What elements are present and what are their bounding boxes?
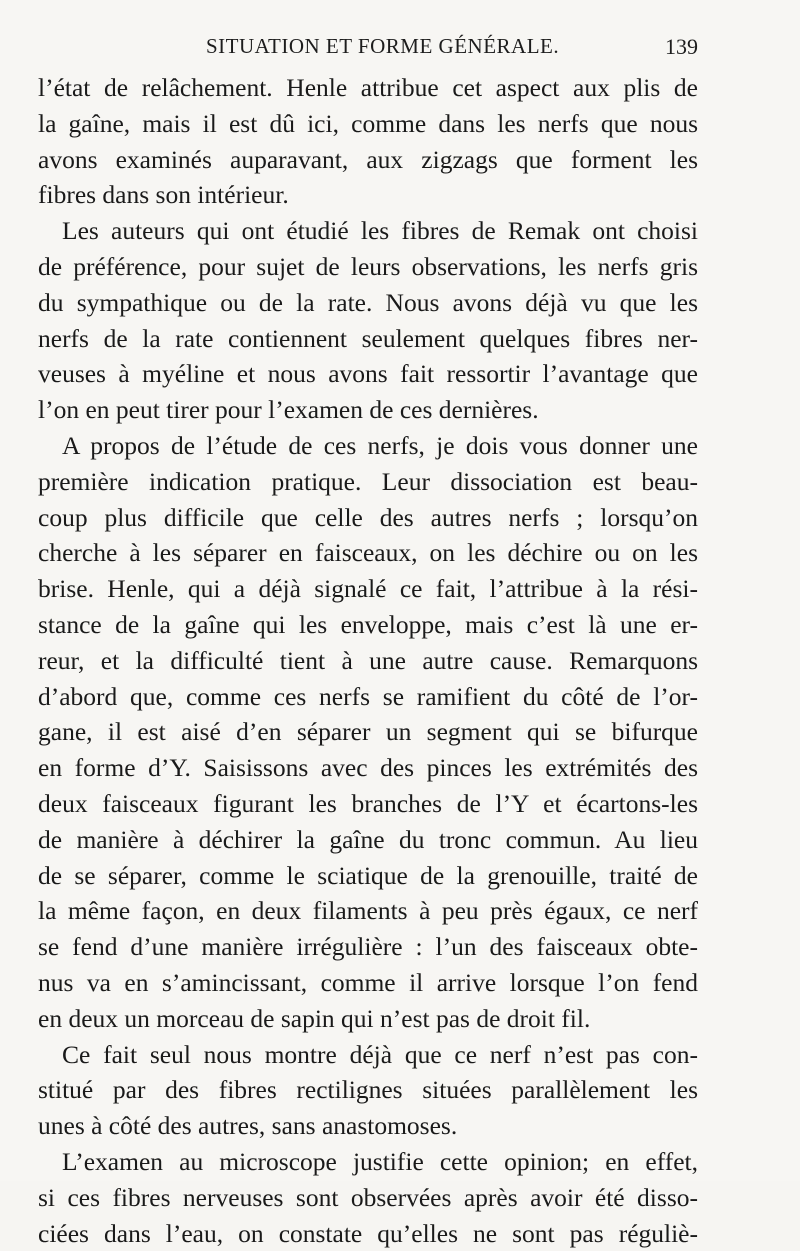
text-line: veuses à myéline et nous avons fait ressortir l’avantage que	[38, 356, 698, 392]
text-line: nus va en s’amincissant, comme il arrive lorsque l’on fend	[38, 965, 698, 1001]
text-line: de se séparer, comme le sciatique de la grenouille, traité de	[38, 858, 698, 894]
text-line: nerfs de la rate contiennent seulement quelques fibres ner-	[38, 321, 698, 357]
text-line: en deux un morceau de sapin qui n’est pas de droit fil.	[38, 1001, 698, 1037]
text-line: de manière à déchirer la gaîne du tronc commun. Au lieu	[38, 822, 698, 858]
text-line: la gaîne, mais il est dû ici, comme dans les nerfs que nous	[38, 106, 698, 142]
text-line: l’état de relâchement. Henle attribue cet aspect aux plis de	[38, 70, 698, 106]
text-line: stitué par des fibres rectilignes situées parallèlement les	[38, 1072, 698, 1108]
text-line: reur, et la difficulté tient à une autre cause. Remarquons	[38, 643, 698, 679]
text-line: première indication pratique. Leur dissociation est beau-	[38, 464, 698, 500]
text-line: la même façon, en deux filaments à peu près égaux, ce nerf	[38, 893, 698, 929]
text-line: si ces fibres nerveuses sont observées après avoir été disso-	[38, 1180, 698, 1216]
text-line: deux faisceaux figurant les branches de l’Y et écartons-les	[38, 786, 698, 822]
running-head: SITUATION ET FORME GÉNÉRALE.	[206, 34, 559, 59]
text-line: stance de la gaîne qui les enveloppe, mais c’est là une er-	[38, 607, 698, 643]
text-line: en forme d’Y. Saisissons avec des pinces les extrémités des	[38, 750, 698, 786]
text-line: de préférence, pour sujet de leurs observations, les nerfs gris	[38, 249, 698, 285]
page-header	[38, 34, 698, 64]
text-line: cherche à les séparer en faisceaux, on les déchire ou on les	[38, 535, 698, 571]
text-line: gane, il est aisé d’en séparer un segment qui se bifurque	[38, 714, 698, 750]
text-line: brise. Henle, qui a déjà signalé ce fait, l’attribue à la rési-	[38, 571, 698, 607]
text-line: A propos de l’étude de ces nerfs, je dois vous donner une	[38, 428, 698, 464]
text-line: avons examinés auparavant, aux zigzags que forment les	[38, 142, 698, 178]
body-text	[38, 70, 698, 1251]
text-line: ciées dans l’eau, on constate qu’elles ne sont pas réguliè-	[38, 1216, 698, 1251]
text-line: du sympathique ou de la rate. Nous avons déjà vu que les	[38, 285, 698, 321]
text-line: fibres dans son intérieur.	[38, 177, 698, 213]
text-line: Les auteurs qui ont étudié les fibres de Remak ont choisi	[38, 213, 698, 249]
text-line: Ce fait seul nous montre déjà que ce nerf n’est pas con-	[38, 1037, 698, 1073]
page-number: 139	[665, 34, 698, 60]
text-line: L’examen au microscope justifie cette opinion; en effet,	[38, 1144, 698, 1180]
text-line: coup plus difficile que celle des autres nerfs ; lorsqu’on	[38, 500, 698, 536]
text-line: unes à côté des autres, sans anastomoses.	[38, 1108, 698, 1144]
text-line: l’on en peut tirer pour l’examen de ces dernières.	[38, 392, 698, 428]
text-line: d’abord que, comme ces nerfs se ramifient du côté de l’or-	[38, 679, 698, 715]
text-line: se fend d’une manière irrégulière : l’un des faisceaux obte-	[38, 929, 698, 965]
